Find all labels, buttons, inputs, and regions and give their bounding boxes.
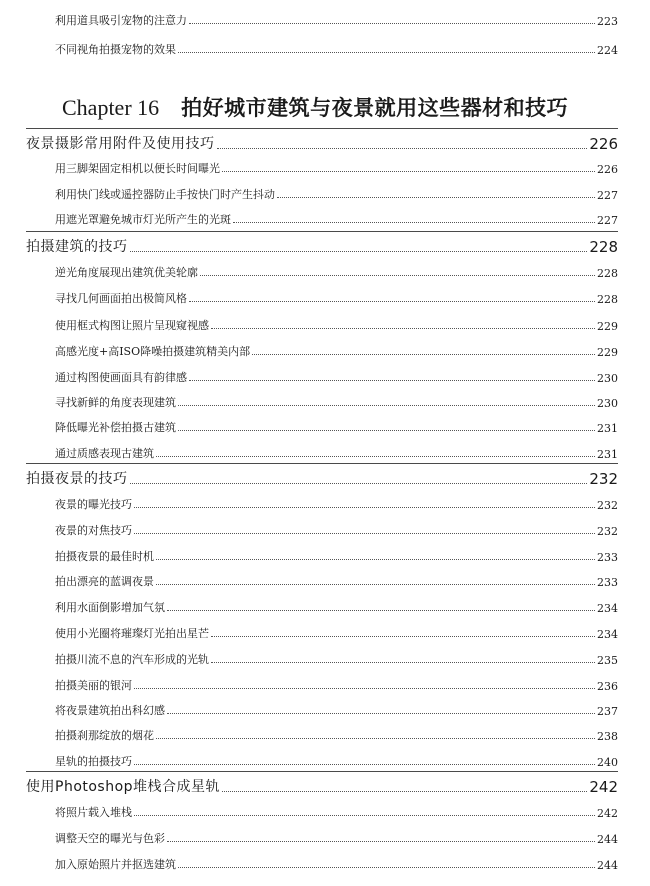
entry-title: 用遮光罩避免城市灯光所产生的光斑 — [55, 213, 231, 226]
toc-entry[interactable] — [55, 673, 618, 693]
toc-entry[interactable] — [55, 826, 618, 846]
entry-page: 232 — [597, 499, 618, 512]
toc-entry[interactable] — [55, 518, 618, 538]
entry-page: 242 — [597, 807, 618, 820]
dot-leader — [178, 52, 595, 53]
dot-leader — [134, 764, 595, 765]
entry-page: 234 — [597, 628, 618, 641]
entry-page: 244 — [597, 859, 618, 872]
entry-page: 232 — [597, 525, 618, 538]
dot-leader — [211, 328, 595, 329]
entry-title: 寻找几何画面拍出极简风格 — [55, 292, 187, 305]
section-entry[interactable] — [26, 464, 618, 488]
entry-page: 230 — [597, 372, 618, 385]
entry-title: 利用快门线或遥控器防止手按快门时产生抖动 — [55, 188, 275, 201]
dot-leader — [156, 559, 595, 560]
toc-entry[interactable] — [55, 313, 618, 333]
dot-leader — [178, 867, 595, 868]
entry-page: 229 — [597, 320, 618, 333]
section-entry[interactable] — [26, 129, 618, 153]
dot-leader — [189, 380, 595, 381]
toc-entry[interactable] — [55, 260, 618, 280]
toc-entry[interactable] — [55, 390, 618, 410]
entry-title: 拍摄川流不息的汽车形成的光轨 — [55, 653, 209, 666]
entry-title: 拍摄夜景的最佳时机 — [55, 550, 154, 563]
entry-page: 226 — [597, 163, 618, 176]
toc-entry[interactable] — [55, 569, 618, 589]
entry-title: 使用小光圈将璀璨灯光拍出星芒 — [55, 627, 209, 640]
entry-title: 利用道具吸引宠物的注意力 — [55, 14, 187, 27]
entry-title: 通过质感表现古建筑 — [55, 447, 154, 460]
section-title: 拍摄夜景的技巧 — [26, 471, 128, 487]
toc-entry[interactable] — [55, 37, 618, 57]
dot-leader — [189, 23, 595, 24]
dot-leader — [211, 636, 595, 637]
toc-entry[interactable] — [55, 415, 618, 435]
chapter-heading — [62, 92, 622, 124]
entry-title: 加入原始照片并抠选建筑 — [55, 858, 176, 871]
dot-leader — [156, 456, 595, 457]
entry-page: 228 — [597, 267, 618, 280]
entry-page: 231 — [597, 448, 618, 461]
toc-entry[interactable] — [55, 182, 618, 202]
toc-entry[interactable] — [55, 852, 618, 872]
dot-leader — [178, 430, 595, 431]
entry-title: 夜景的对焦技巧 — [55, 524, 132, 537]
toc-entry[interactable] — [55, 723, 618, 743]
entry-page: 234 — [597, 602, 618, 615]
entry-page: 227 — [597, 189, 618, 202]
entry-title: 将夜景建筑拍出科幻感 — [55, 704, 165, 717]
dot-leader — [167, 610, 595, 611]
dot-leader — [277, 197, 595, 198]
section-page: 242 — [589, 778, 618, 796]
dot-leader — [211, 662, 595, 663]
toc-entry[interactable] — [55, 207, 618, 227]
entry-title: 利用水面倒影增加气氛 — [55, 601, 165, 614]
section-page: 228 — [589, 238, 618, 256]
entry-page: 228 — [597, 293, 618, 306]
toc-entry[interactable] — [55, 595, 618, 615]
section-entry[interactable] — [26, 232, 618, 256]
entry-page: 227 — [597, 214, 618, 227]
dot-leader — [156, 584, 595, 585]
entry-page: 224 — [597, 44, 618, 57]
dot-leader — [134, 688, 595, 689]
dot-leader — [200, 275, 595, 276]
dot-leader — [233, 222, 595, 223]
toc-entry[interactable] — [55, 544, 618, 564]
entry-title: 寻找新鲜的角度表现建筑 — [55, 396, 176, 409]
entry-page: 235 — [597, 654, 618, 667]
entry-page: 240 — [597, 756, 618, 769]
dot-leader — [252, 354, 595, 355]
dot-leader — [167, 713, 595, 714]
entry-title: 降低曝光补偿拍摄古建筑 — [55, 421, 176, 434]
entry-title: 使用框式构图让照片呈现窥视感 — [55, 319, 209, 332]
entry-title: 高感光度+高ISO降噪拍摄建筑精美内部 — [55, 345, 251, 358]
section-title: 夜景摄影常用附件及使用技巧 — [26, 136, 215, 152]
entry-title: 拍摄刹那绽放的烟花 — [55, 729, 154, 742]
toc-entry[interactable] — [55, 156, 618, 176]
entry-page: 237 — [597, 705, 618, 718]
entry-title: 星轨的拍摄技巧 — [55, 755, 132, 768]
section-entry[interactable] — [26, 772, 618, 796]
dot-leader — [130, 251, 588, 252]
entry-title: 不同视角拍摄宠物的效果 — [55, 43, 176, 56]
entry-page: 230 — [597, 397, 618, 410]
toc-entry[interactable] — [55, 647, 618, 667]
entry-page: 233 — [597, 576, 618, 589]
entry-title: 调整天空的曝光与色彩 — [55, 832, 165, 845]
entry-title: 拍摄美丽的银河 — [55, 679, 132, 692]
chapter-title: 拍好城市建筑与夜景就用这些器材和技巧 — [181, 96, 569, 120]
dot-leader — [134, 815, 595, 816]
toc-entry[interactable] — [55, 441, 618, 461]
dot-leader — [222, 171, 595, 172]
section-title: 使用Photoshop堆栈合成星轨 — [26, 779, 221, 795]
dot-leader — [130, 483, 588, 484]
entry-page: 231 — [597, 422, 618, 435]
section-title: 拍摄建筑的技巧 — [26, 239, 128, 255]
toc-entry[interactable] — [55, 286, 618, 306]
toc-entry[interactable] — [55, 749, 618, 769]
entry-page: 233 — [597, 551, 618, 564]
toc-entry[interactable] — [55, 698, 618, 718]
toc-entry[interactable] — [55, 339, 618, 359]
entry-page: 244 — [597, 833, 618, 846]
toc-entry[interactable] — [55, 492, 618, 512]
entry-title: 将照片载入堆栈 — [55, 806, 132, 819]
dot-leader — [222, 791, 587, 792]
toc-entry[interactable] — [55, 8, 618, 28]
entry-title: 用三脚架固定相机以便长时间曝光 — [55, 162, 220, 175]
entry-title: 夜景的曝光技巧 — [55, 498, 132, 511]
entry-page: 223 — [597, 15, 618, 28]
entry-page: 229 — [597, 346, 618, 359]
entry-title: 拍出漂亮的蓝调夜景 — [55, 575, 154, 588]
toc-entry[interactable] — [55, 365, 618, 385]
dot-leader — [156, 738, 595, 739]
dot-leader — [134, 507, 595, 508]
dot-leader — [217, 148, 588, 149]
dot-leader — [134, 533, 595, 534]
dot-leader — [178, 405, 595, 406]
section-page: 232 — [589, 470, 618, 488]
section-page: 226 — [589, 135, 618, 153]
entry-title: 通过构图使画面具有韵律感 — [55, 371, 187, 384]
chapter-label: Chapter 16 — [62, 95, 160, 120]
toc-entry[interactable] — [55, 621, 618, 641]
entry-title: 逆光角度展现出建筑优美轮廓 — [55, 266, 198, 279]
toc-entry[interactable] — [55, 800, 618, 820]
entry-page: 238 — [597, 730, 618, 743]
entry-page: 236 — [597, 680, 618, 693]
dot-leader — [189, 301, 595, 302]
dot-leader — [167, 841, 595, 842]
